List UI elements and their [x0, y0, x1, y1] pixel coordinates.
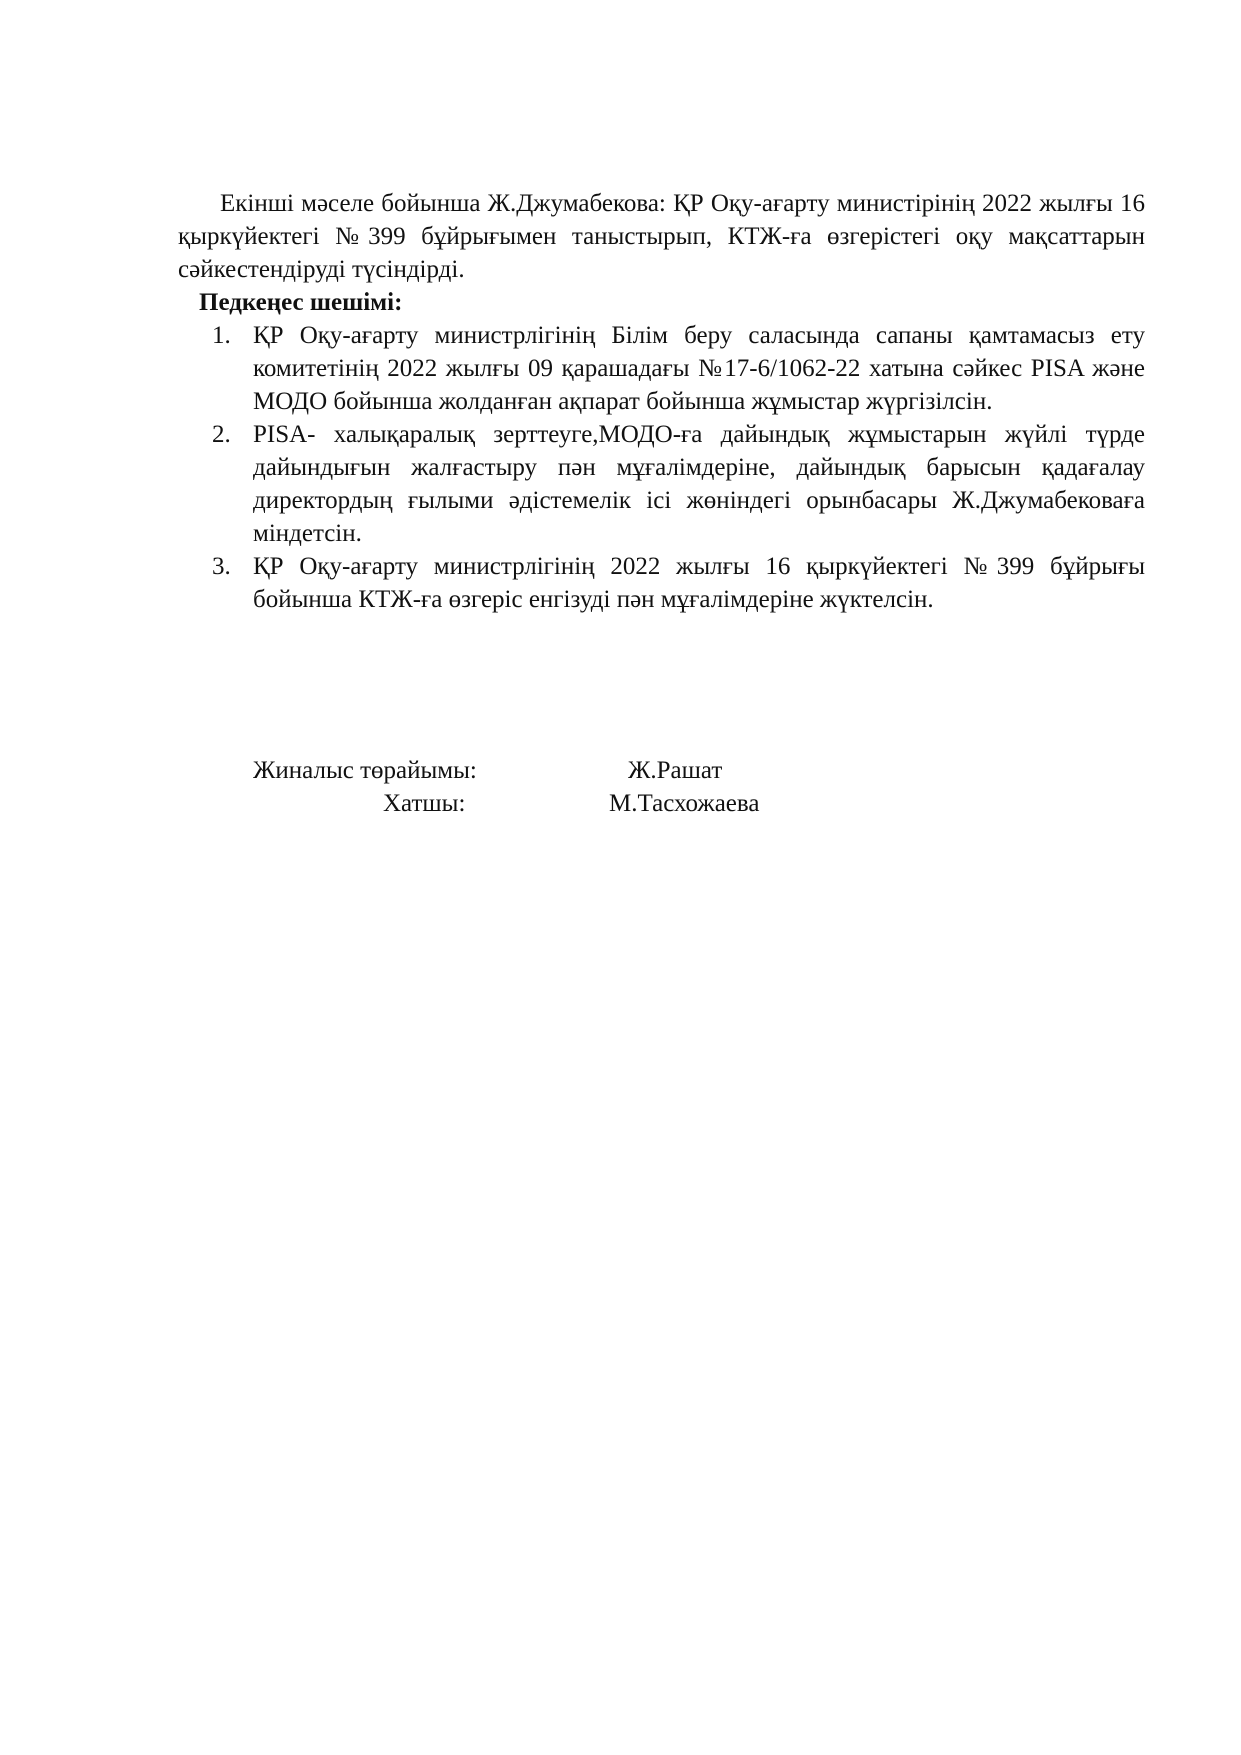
decision-text: ҚР Оқу-ағарту министрлігінің 2022 жылғы 16 қыркүйектегі №399 бұйрығы бойынша КТЖ-ға өзгеріс енгізуді пән мұғалімдеріне жүктелсін. [253, 553, 1145, 613]
decision-number: 2. [212, 421, 231, 448]
decisions-list [212, 319, 1145, 616]
decision-number: 1. [212, 322, 231, 349]
chair-label: Жиналыс төрайымы: [253, 757, 477, 784]
decision-item [212, 550, 1145, 616]
decision-heading: Педкеңес шешімі: [199, 289, 403, 316]
decision-text: ҚР Оқу-ағарту министрлігінің Білім беру саласында сапаны қамтамасыз ету комитетінің 2022 жылғы 09 қарашадағы №17-6/1062-22 хатына сәйкес PISA және МОДО бойынша жолданған ақпарат бойынша жұмыстар жүргізілсін. [253, 322, 1145, 415]
secretary-name: М.Тасхожаева [609, 790, 760, 817]
secretary-label: Хатшы: [383, 790, 466, 817]
decision-item [212, 319, 1145, 418]
decision-number: 3. [212, 553, 231, 580]
intro-paragraph: Екінші мәселе бойынша Ж.Джумабекова: ҚР Оқу-ағарту министірінің 2022 жылғы 16 қыркүйектегі №399 бұйрығымен таныстырып, КТЖ-ға өзгерістегі оқу мақсаттарын сәйкестендіруді түсіндірді. [178, 190, 1145, 283]
decision-text: PISA- халықаралық зерттеуге,МОДО-ға дайындық жұмыстарын жүйлі түрде дайындығын жалғастыру пән мұғалімдеріне, дайындық барысын қадағалау директордың ғылыми әдістемелік ісі жөніндегі орынбасары Ж.Джумабековаға міндетсін. [253, 421, 1145, 547]
decision-item [212, 418, 1145, 550]
chair-name: Ж.Рашат [628, 757, 723, 784]
